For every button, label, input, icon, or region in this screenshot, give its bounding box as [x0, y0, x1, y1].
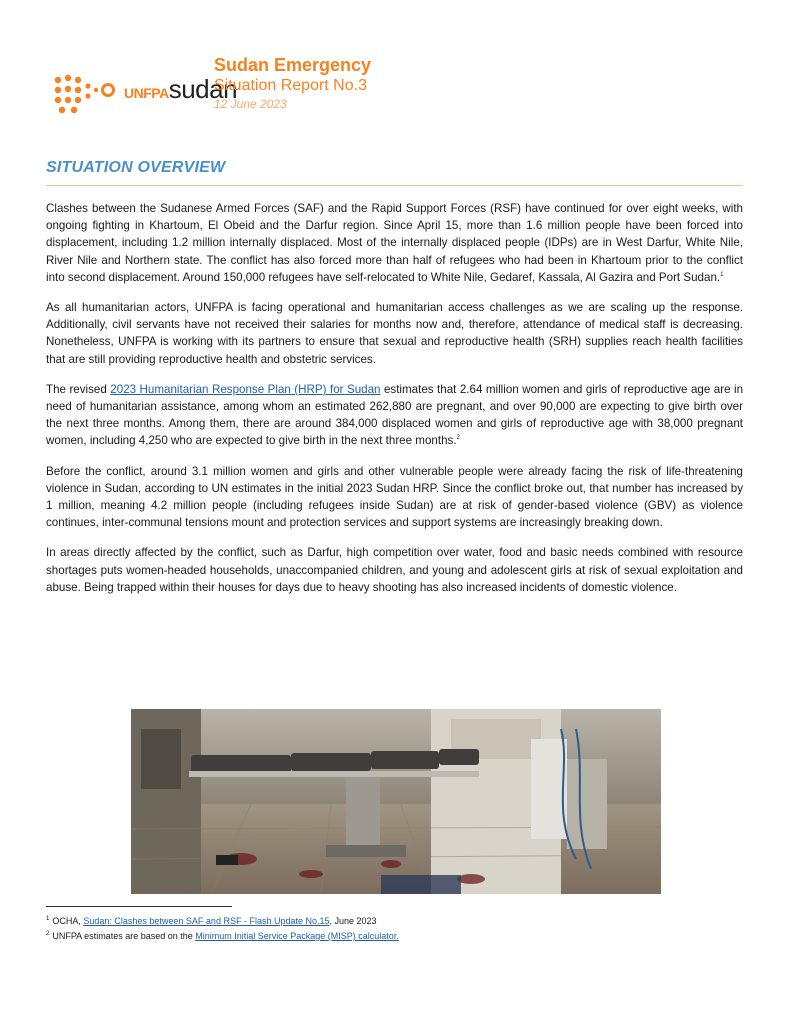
unfpa-dots-icon — [52, 72, 122, 116]
report-title: Sudan Emergency — [214, 55, 372, 75]
footnotes — [46, 914, 743, 944]
report-header — [52, 52, 742, 122]
footnote-ref-2[interactable]: 2 — [456, 435, 460, 442]
footnote-ref-1[interactable]: 1 — [720, 271, 724, 278]
paragraph-2: As all humanitarian actors, UNFPA is facing operational and humanitarian access challenges as we are scaling up the response. Additionally, civil servants have not received their salaries for months now and, therefore, attendance of medical staff is decreasing. Nonetheless, UNFPA is working with its partners to ensure that sexual and reproductive health (SRH) supplies reach health facilities that are still providing reproductive health and obstetric services. — [46, 301, 743, 366]
paragraph-1-text: Clashes between the Sudanese Armed Forces (SAF) and the Rapid Support Forces (RSF) have continued for over eight weeks, with ongoing fighting in Khartoum, El Obeid and the Darfur region. Since April 15, more than 1.6 million people have been forced into displacement, including 1.2 million internally displaced. Most of the internally displaced people (IDPs) are in West Darfur, White Nile, River Nile and Northern state. The conflict has also forced more than half of refugees who had been in Khartoum prior to the conflict into second displacement. Around 150,000 refugees have self-relocated to White Nile, Gedaref, Kassala, Al Gazira and Port Sudan. — [46, 202, 743, 284]
footnote-1-number: 1 — [46, 916, 50, 922]
footnote-2 — [46, 929, 743, 944]
logo-sudan-text: sudan — [168, 74, 238, 104]
report-body — [46, 200, 743, 609]
paragraph-3 — [46, 381, 743, 450]
section-title: SITUATION OVERVIEW — [46, 159, 226, 176]
paragraph-4: Before the conflict, around 3.1 million women and girls and other vulnerable people were already facing the risk of life-threatening violence in Sudan, according to UN estimates in the initial 2023 Sudan HRP. Since the conflict broke out, that number has increased by 1 million, meaning 4.2 million people (including refugees inside Sudan) are at risk of gender-based violence (GBV) as violence continues, inter-communal tensions mount and protection services and support systems are increasingly breaking down. — [46, 464, 743, 530]
paragraph-1 — [46, 200, 743, 286]
ocha-flash-update-link[interactable]: Sudan: Clashes between SAF and RSF - Flash Update No.15 — [83, 916, 330, 926]
hrp-link[interactable]: 2023 Humanitarian Response Plan (HRP) for Sudan — [110, 382, 381, 396]
photo-illustration — [131, 709, 661, 894]
report-title-block — [214, 54, 371, 112]
footnote-1 — [46, 914, 743, 929]
footnote-divider — [46, 906, 232, 907]
paragraph-5: In areas directly affected by the conflict, such as Darfur, high competition over water, food and basic needs combined with resource shortages puts women-headed households, unaccompanied children, and young and adolescent girls at risk of sexual exploitation and abuse. Being trapped within their houses for days due to heavy shooting has also increased incidents of domestic violence. — [46, 546, 743, 594]
section-divider — [46, 185, 743, 186]
report-date: 12 June 2023 — [214, 97, 287, 111]
footnote-1-suffix: , June 2023 — [329, 916, 377, 926]
report-subtitle: Situation Report No.3 — [214, 77, 367, 94]
paragraph-3-lead: The revised — [46, 382, 111, 396]
footnote-2-prefix: UNFPA estimates are based on the — [52, 931, 196, 941]
misp-calculator-link[interactable]: Minimum Initial Service Package (MISP) calculator. — [195, 931, 399, 941]
footnote-2-number: 2 — [46, 931, 50, 937]
unfpa-sudan-logo — [52, 72, 238, 116]
logo-unfpa-text: UNFPA — [124, 85, 169, 101]
paragraph-3-text: estimates that 2.64 million women and girls of reproductive age are in need of humanitarian assistance, among whom an estimated 262,880 are pregnant, and over 90,000 are expecting to give birth over the next three months. Among them, there are around 384,000 displaced women and girls of reproductive age with 38,000 pregnant women, including 4,250 who are expected to give birth in the next three months. — [46, 382, 744, 448]
footnote-1-prefix: OCHA, — [52, 916, 84, 926]
damaged-operating-room-photo — [131, 709, 661, 894]
